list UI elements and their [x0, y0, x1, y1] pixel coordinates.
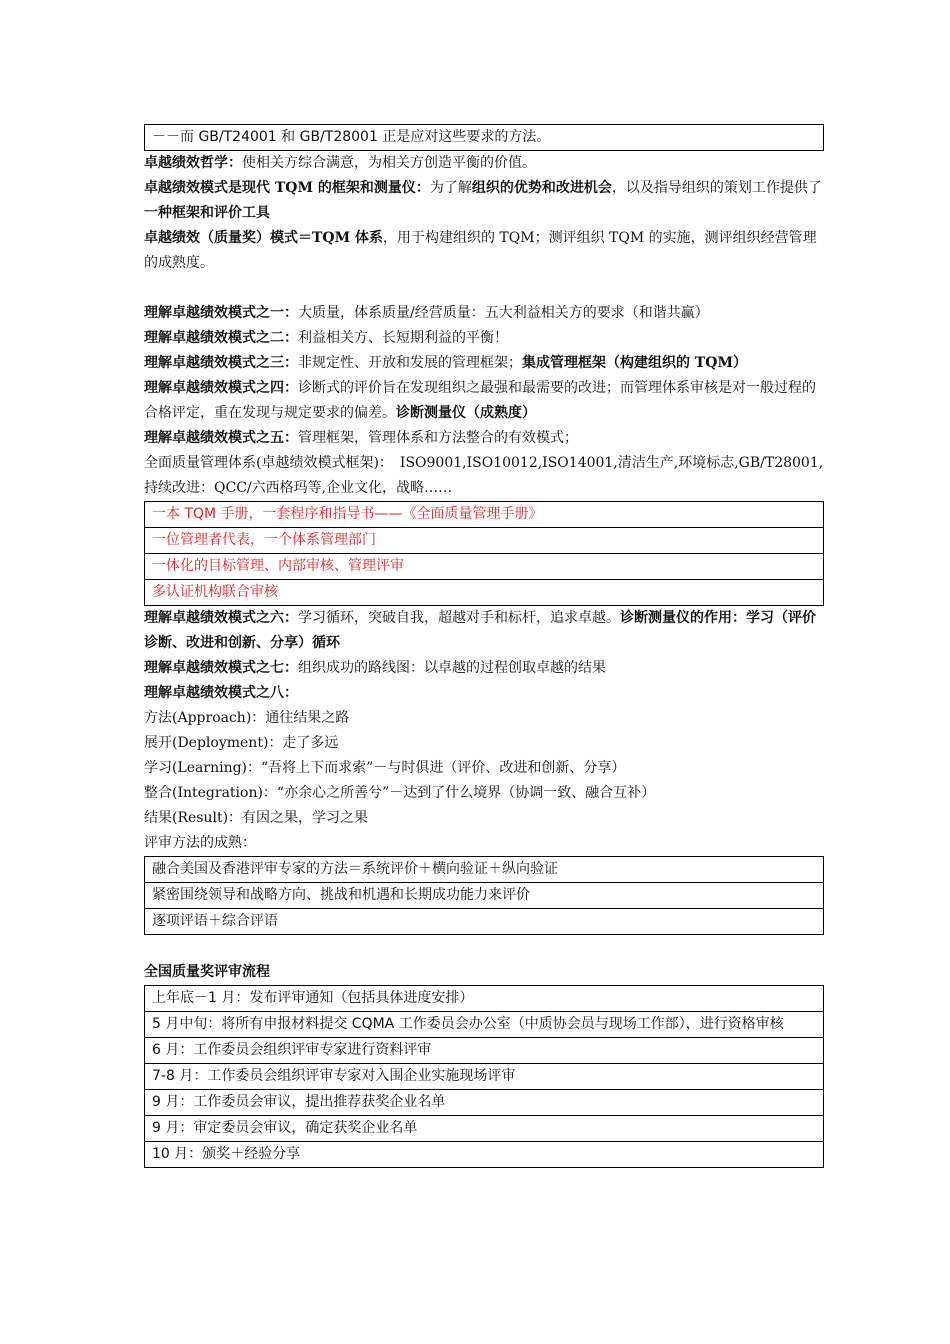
red-box-row: 一本 TQM 手册，一套程序和指导书——《全面质量管理手册》 — [152, 506, 543, 522]
understanding-5 — [144, 426, 824, 451]
bold-text: 集成管理框架（构建组织的 TQM） — [522, 355, 747, 371]
red-box-row: 一位管理者代表，一个体系管理部门 — [145, 527, 823, 553]
understanding-3 — [144, 351, 824, 376]
adlir-line: 方法(Approach)：通往结果之路 — [144, 710, 350, 726]
top-box-row: －－而 GB/T24001 和 GB/T28001 正是应对这些要求的方法。 — [152, 129, 551, 145]
process-row: 5 月中旬：将所有申报材料提交 CQMA 工作委员会办公室（中质协会员与现场工作部），进行资格审核 — [145, 1011, 823, 1037]
bold-text: 组织的优势和改进机会 — [471, 180, 612, 196]
bold-text: 诊断测量仪的作用：学习（评价诊断、改进和创新、分享）循环 — [144, 610, 816, 651]
method-box-row: 融合美国及香港评审专家的方法＝系统评价＋横向验证＋纵向验证 — [152, 861, 558, 877]
understanding-1 — [144, 301, 824, 326]
bold-label: 卓越绩效哲学： — [144, 155, 242, 171]
philosophy-paragraph — [144, 151, 824, 176]
text: 组织成功的路线图：以卓越的过程创取卓越的结果 — [298, 660, 606, 676]
bold-label: 卓越绩效模式是现代 TQM 的框架和测量仪： — [144, 180, 430, 196]
method-box-row: 紧密围绕领导和战略方向、挑战和机遇和长期成功能力来评价 — [145, 882, 823, 908]
framework-paragraph — [144, 176, 824, 226]
adlir-line: 展开(Deployment)：走了多远 — [144, 735, 339, 751]
text: 学习循环，突破自我，超越对手和标杆，追求卓越。 — [298, 610, 620, 626]
text: 为了解 — [429, 180, 472, 196]
process-row: 9 月：工作委员会审议，提出推荐获奖企业名单 — [145, 1089, 823, 1115]
understanding-8 — [144, 681, 824, 706]
bold-label: 理解卓越绩效模式之五： — [144, 430, 298, 446]
bold-label: 理解卓越绩效模式之三： — [144, 355, 298, 371]
bold-label: 理解卓越绩效模式之四： — [144, 380, 298, 396]
bold-label: 卓越绩效（质量奖）模式＝TQM 体系 — [144, 230, 383, 246]
adlir-line: 整合(Integration)：“亦余心之所善兮”－达到了什么境界（协调一致、融合互补） — [144, 785, 656, 801]
understanding-6 — [144, 606, 824, 656]
process-row: 9 月：审定委员会审议，确定获奖企业名单 — [145, 1115, 823, 1141]
process-row: 7-8 月：工作委员会组织评审专家对入围企业实施现场评审 — [145, 1063, 823, 1089]
bold-label: 理解卓越绩效模式之七： — [144, 660, 298, 676]
process-box — [144, 985, 824, 1168]
bold-text: 一种框架和评价工具 — [144, 205, 270, 221]
tqm-red-box — [144, 501, 824, 606]
adlir-line: 学习(Learning)：“吾将上下而求索”－与时俱进（评价、改进和创新、分享） — [144, 760, 626, 776]
method-box-row: 逐项评语＋综合评语 — [145, 908, 823, 934]
adlir-line: 评审方法的成熟： — [144, 835, 256, 851]
blank-line — [144, 276, 824, 301]
model-paragraph — [144, 226, 824, 276]
process-row: 6 月：工作委员会组织评审专家进行资料评审 — [145, 1037, 823, 1063]
blank-line — [144, 935, 824, 960]
process-row: 上年底－1 月：发布评审通知（包括具体进度安排） — [152, 990, 474, 1006]
text: 大质量，体系质量/经营质量：五大利益相关方的要求（和谐共赢） — [298, 305, 709, 321]
method-box — [144, 856, 824, 935]
document-body — [144, 124, 824, 1168]
bold-label: 理解卓越绩效模式之一： — [144, 305, 298, 321]
adlir-line: 结果(Result)：有因之果，学习之果 — [144, 810, 369, 826]
text: ，以及指导组织的策划工作提供了 — [611, 180, 822, 196]
bold-text: 诊断测量仪（成熟度） — [396, 405, 536, 421]
bold-label: 理解卓越绩效模式之八： — [144, 685, 298, 701]
red-box-row: 一体化的目标管理、内部审核、管理评审 — [145, 553, 823, 579]
text: ，用于构建组织的 TQM；测评组织 TQM 的实施，测评组织经营管理的成熟度。 — [144, 230, 817, 271]
understanding-7 — [144, 656, 824, 681]
process-heading: 全国质量奖评审流程 — [144, 964, 270, 980]
understanding-4 — [144, 376, 824, 426]
red-box-row: 多认证机构联合审核 — [145, 579, 823, 605]
text: 管理框架，管理体系和方法整合的有效模式； — [298, 430, 578, 446]
top-box — [144, 124, 824, 151]
understanding-2 — [144, 326, 824, 351]
process-row: 10 月：颁奖＋经验分享 — [145, 1141, 823, 1167]
bold-label: 理解卓越绩效模式之六： — [144, 610, 298, 626]
text: 诊断式的评价旨在发现组织之最强和最需要的改进；而管理体系审核是对一般过程的合格评定，重在发现与规定要求的偏差。 — [144, 380, 816, 421]
bold-label: 理解卓越绩效模式之二： — [144, 330, 298, 346]
text: 利益相关方、长短期利益的平衡！ — [298, 330, 508, 346]
tqm-system-line: 全面质量管理体系(卓越绩效模式框架)： ISO9001,ISO10012,ISO14001,清洁生产,环境标志,GB/T28001,持续改进：QCC/六西格玛等,企业文化，战略…… — [144, 455, 824, 496]
text: 非规定性、开放和发展的管理框架； — [298, 355, 522, 371]
text: 使相关方综合满意，为相关方创造平衡的价值。 — [242, 155, 536, 171]
